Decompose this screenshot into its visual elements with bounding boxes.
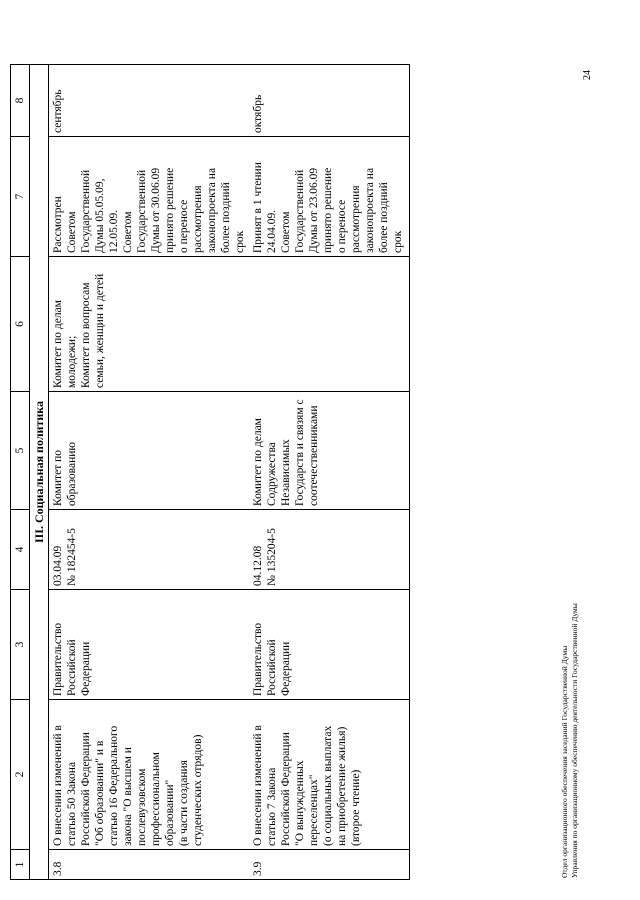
column-header-7: 7 [11,137,30,257]
bill-title: О внесении изменений в статью 50 Закона Российской Федерации "Об образовании" и в статью 16 Федерального закона "О высшем и послевузовском профессиональном образовании" (в части создания студенческих отрядов) [49,700,250,850]
responsible-committee: Комитет по образованию [49,392,250,510]
co-executor-committees [249,257,409,392]
legislation-table [10,64,410,880]
column-header-4: 4 [11,510,30,590]
column-number-row [11,65,30,880]
page-footer [560,603,580,878]
table-row [249,65,409,880]
page-number: 24 [582,70,593,80]
bill-status: Принят в 1 чтении 24.04.09. Советом Государственной Думы от 23.06.09 принято решение о переносе рассмотрения законопроекта на более поздний срок [249,137,409,257]
responsible-committee: Комитет по делам Содружества Независимых Государств и связям с соотечественниками [249,392,409,510]
planned-month: октябрь [249,65,409,137]
registration-date-number: 04.12.08 № 135204-5 [249,510,409,590]
column-header-2: 2 [11,700,30,850]
column-header-3: 3 [11,590,30,700]
footer-line-1: Отдел организационного обеспечения заседаний Государственной Думы [560,645,569,878]
bill-title: О внесении изменений в статью 7 Закона Российской Федерации "О вынужденных переселенцах" (о социальных выплатах на приобретение жилья) (второе чтение) [249,700,409,850]
table-row [49,65,250,880]
co-executor-committees: Комитет по делам молодежи; Комитет по вопросам семьи, женщин и детей [49,257,250,392]
planned-month: сентябрь [49,65,250,137]
column-header-6: 6 [11,257,30,392]
bill-author: Правительство Российской Федерации [249,590,409,700]
row-number: 3.9 [249,850,409,880]
bill-status: Рассмотрен Советом Государственной Думы 05.05.09, 12.05.09. Советом Государственной Думы от 30.06.09 принято решение о переносе рассмотрения законопроекта на более поздний срок [49,137,250,257]
footer-line-2: Управления по организационному обеспечению деятельности Государственной Думы [570,603,579,878]
row-number: 3.8 [49,850,250,880]
bill-author: Правительство Российской Федерации [49,590,250,700]
section-row [30,65,49,880]
column-header-5: 5 [11,392,30,510]
registration-date-number: 03.04.09 № 182454-5 [49,510,250,590]
rotated-sheet [0,20,600,890]
column-header-8: 8 [11,65,30,137]
section-title: III. Социальная политика [30,65,49,880]
column-header-1: 1 [11,850,30,880]
